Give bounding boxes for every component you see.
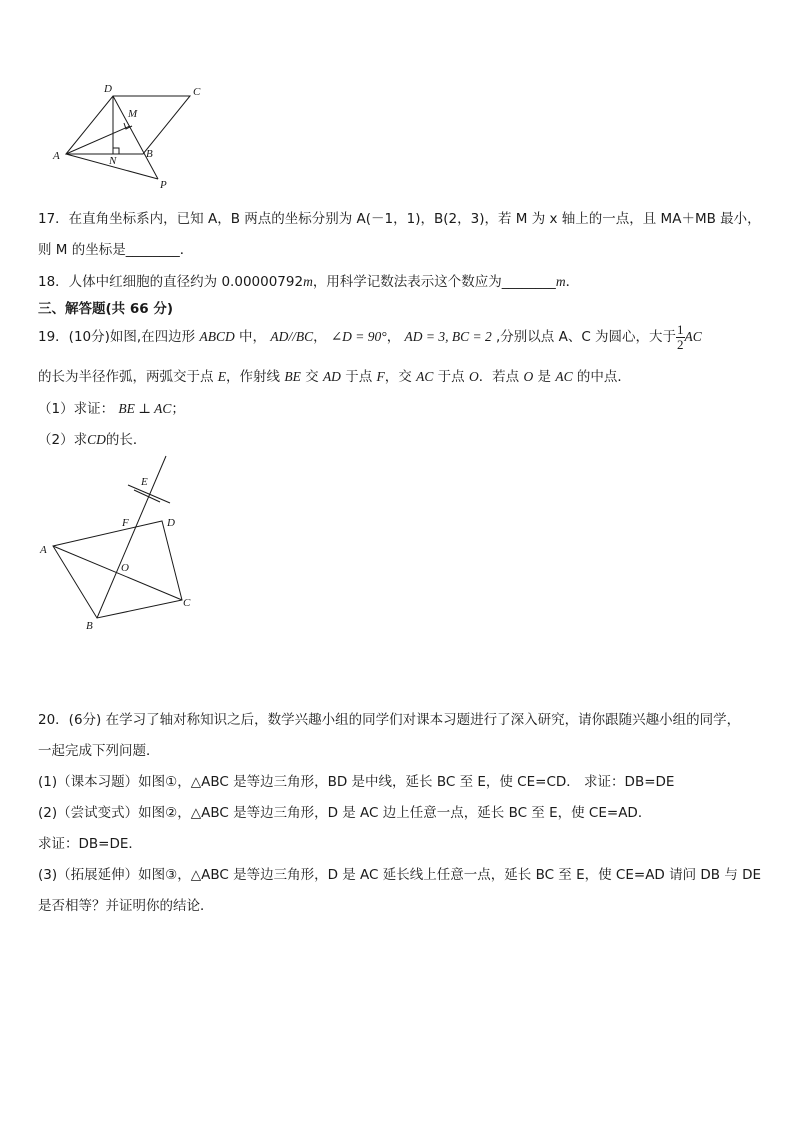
q20-part3b: 是否相等？并证明你的结论． bbox=[38, 898, 214, 914]
q19-point-o2: O bbox=[523, 369, 534, 384]
q19-line1 bbox=[38, 322, 702, 352]
diagonal-ac bbox=[53, 546, 182, 600]
section-title: 三、解答题(共 66 分) bbox=[38, 301, 174, 317]
q18-mid: ，用科学记数法表示这个数应为________ bbox=[312, 274, 556, 290]
q19-text-circle: ,分别以点 A、C 为圆心，大于 bbox=[491, 329, 677, 345]
q19-part1 bbox=[38, 397, 185, 417]
label-m: M bbox=[128, 108, 138, 120]
q19-point-o: O bbox=[468, 369, 479, 384]
q18-unit1: m bbox=[303, 274, 313, 289]
q19-lengths: AD = 3, BC = 2 bbox=[404, 329, 492, 344]
q18-unit2: m bbox=[555, 274, 566, 289]
q19-l2-b: ，作射线 bbox=[226, 369, 285, 385]
q19-part1-pre: （1）求证： bbox=[38, 401, 119, 417]
q20-part1: (1)（课本习题）如图①，△ABC 是等边三角形，BD 是中线，延长 BC 至 E，使 CE=CD． 求证：DB=DE bbox=[38, 774, 675, 790]
q19-part2-post: 的长． bbox=[105, 432, 147, 448]
q19-ray-be: BE bbox=[284, 369, 301, 384]
q19-fraction bbox=[676, 323, 685, 352]
q20-line1: 20．(6分) 在学习了轴对称知识之后，数学兴趣小组的同学们对课本习题进行了深入研究，请你跟随兴趣小组的同学， bbox=[38, 712, 741, 728]
parallelogram-abcd bbox=[66, 96, 190, 154]
segment-am bbox=[66, 126, 130, 154]
label-d: D bbox=[104, 83, 112, 95]
label-f: F bbox=[122, 517, 129, 529]
label-a: A bbox=[40, 544, 47, 556]
q19-l2-e: ，交 bbox=[384, 369, 417, 385]
q19-part2-math: CD bbox=[87, 432, 106, 447]
q19-part1-post: ； bbox=[171, 401, 185, 417]
q19-sep2: ， bbox=[386, 329, 405, 345]
q19-l2-d: 于点 bbox=[340, 369, 377, 385]
q19-ac: AC bbox=[684, 329, 702, 344]
label-c: C bbox=[183, 597, 191, 609]
q19-seg-ad: AD bbox=[322, 369, 341, 384]
label-b: B bbox=[146, 148, 153, 160]
label-e: E bbox=[141, 476, 148, 488]
label-p: P bbox=[160, 179, 167, 191]
q19-l2-i: 的中点． bbox=[572, 369, 631, 385]
q19-seg-ac2: AC bbox=[555, 369, 573, 384]
q19-intro: 19．(10分)如图,在四边形 bbox=[38, 329, 200, 345]
q20-part2b: 求证：DB=DE． bbox=[38, 836, 142, 852]
q19-point-f: F bbox=[376, 369, 385, 384]
arc-mark-1 bbox=[128, 485, 170, 503]
q19-seg-ac: AC bbox=[416, 369, 434, 384]
q20-line2: 一起完成下列问题． bbox=[38, 743, 160, 759]
fraction-numerator: 1 bbox=[677, 321, 684, 337]
figure-q19 bbox=[30, 450, 210, 635]
q19-parallel: AD//BC bbox=[270, 329, 314, 344]
fraction-denominator: 2 bbox=[677, 336, 684, 352]
q19-point-e: E bbox=[217, 369, 227, 384]
q19-l2-f: 于点 bbox=[433, 369, 469, 385]
q19-part1-math: BE ⊥ AC bbox=[118, 401, 172, 416]
q19-l2-g: ．若点 bbox=[478, 369, 524, 385]
q19-l2-h: 是 bbox=[533, 369, 556, 385]
q19-line2 bbox=[38, 365, 631, 385]
q18-line bbox=[38, 270, 579, 290]
q18-end: ． bbox=[565, 274, 580, 290]
q19-l2-a: 的长为半径作弧，两弧交于点 bbox=[38, 369, 218, 385]
label-o: O bbox=[121, 562, 129, 574]
label-n: N bbox=[109, 155, 117, 167]
label-a: A bbox=[53, 150, 60, 162]
q18-pre: 18．人体中红细胞的直径约为 0.00000792 bbox=[38, 274, 304, 290]
label-d: D bbox=[167, 517, 175, 529]
q20-part2: (2)（尝试变式）如图②，△ABC 是等边三角形，D 是 AC 边上任意一点，延长 BC 至 E，使 CE=AD． bbox=[38, 805, 652, 821]
q19-part2 bbox=[38, 428, 146, 448]
q19-sep1: ， bbox=[313, 329, 331, 345]
q19-l2-c: 交 bbox=[300, 369, 323, 385]
label-b: B bbox=[86, 620, 93, 632]
q19-part2-pre: （2）求 bbox=[38, 432, 88, 448]
ray-be bbox=[97, 456, 166, 618]
right-angle-mark-n bbox=[113, 148, 119, 154]
q17-line1: 17．在直角坐标系内，已知 A，B 两点的坐标分别为 A(－1，1)，B(2，3)，若 M 为 x 轴上的一点，且 MA＋MB 最小， bbox=[38, 211, 761, 227]
q19-text-in: 中， bbox=[234, 329, 271, 345]
q19-quad: ABCD bbox=[199, 329, 235, 344]
q19-angle: ∠D = 90° bbox=[330, 329, 387, 344]
label-c: C bbox=[193, 86, 201, 98]
q17-line2: 则 M 的坐标是________． bbox=[38, 242, 194, 258]
q20-part3: (3)（拓展延伸）如图③，△ABC 是等边三角形，D 是 AC 延长线上任意一点，延长 BC 至 E，使 CE=AD 请问 DB 与 DE bbox=[38, 867, 762, 883]
figure-q16 bbox=[48, 78, 218, 194]
